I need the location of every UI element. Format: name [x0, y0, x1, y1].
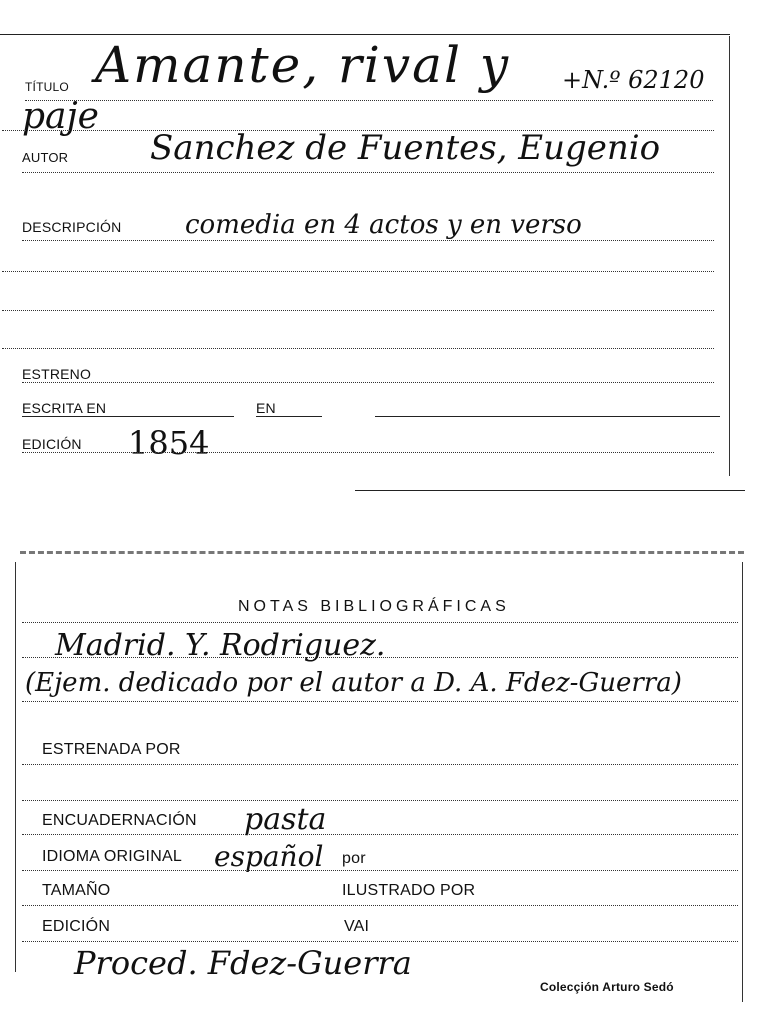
estreno-line [22, 382, 714, 383]
edicion-line [22, 452, 714, 453]
en-line-2 [375, 416, 720, 417]
edicion2-label: EDICIÓN [42, 918, 111, 935]
blank-line-3 [2, 348, 714, 349]
tamano-line [22, 905, 738, 906]
estrenada-por-line [22, 764, 738, 765]
note-line-2: (Ejem. dedicado por el autor a D. A. Fdez-Guerra) [25, 668, 682, 698]
notas-heading-line [22, 622, 738, 623]
number-value: +N.º 62120 [562, 66, 705, 94]
autor-label: AUTOR [22, 150, 69, 165]
ilustrado-por-label: ILUSTRADO POR [342, 882, 476, 899]
card1-bottom-border [355, 490, 745, 491]
descripcion-line [22, 240, 714, 241]
autor-value: Sanchez de Fuentes, Eugenio [150, 128, 661, 168]
encuadernacion-line [22, 834, 738, 835]
edicion-label: EDICIÓN [22, 436, 82, 452]
separator-band [20, 551, 744, 554]
titulo-value-line2: paje [22, 96, 99, 137]
collection-footer: Colecçión Arturo Sedó [540, 980, 674, 994]
blank-line-2 [2, 310, 714, 311]
card1-right-border [729, 36, 730, 476]
titulo-value-line1: Amante, rival y [95, 36, 511, 94]
val-label: VAI [344, 918, 370, 935]
estrenada-por-label: ESTRENADA POR [42, 741, 181, 758]
titulo-label: TÍTULO [25, 80, 69, 94]
escrita-en-label: ESCRITA EN [22, 400, 107, 416]
idioma-original-line [22, 870, 738, 871]
note-line-1-rule [22, 657, 738, 658]
note-line-2-rule [22, 701, 738, 702]
autor-line [22, 172, 714, 173]
encuadernacion-label: ENCUADERNACIÓN [42, 812, 197, 829]
card2-right-border [742, 562, 743, 1002]
descripcion-label: DESCRIPCIÓN [22, 219, 122, 235]
procedencia-value: Proced. Fdez-Guerra [74, 944, 412, 982]
encuadernacion-value: pasta [244, 802, 327, 837]
card1-top-border [0, 34, 730, 35]
note-line-1: Madrid. Y. Rodriguez. [55, 628, 386, 663]
escrita-en-line [22, 416, 234, 417]
notas-heading: NOTAS BIBLIOGRÁFICAS [238, 598, 510, 615]
edicion2-line [22, 941, 738, 942]
blank-line-4 [22, 800, 738, 801]
edicion-value: 1854 [128, 424, 210, 462]
idioma-original-value: español [214, 840, 324, 873]
por-label: por [342, 850, 366, 867]
tamano-label: TAMAÑO [42, 882, 111, 899]
en-line [256, 416, 322, 417]
titulo-line [25, 100, 713, 101]
estreno-label: ESTRENO [22, 366, 92, 382]
idioma-original-label: IDIOMA ORIGINAL [42, 848, 182, 865]
en-label: EN [256, 400, 276, 416]
blank-line-1 [2, 271, 714, 272]
descripcion-value: comedia en 4 actos y en verso [185, 210, 582, 240]
card2-left-border [15, 562, 16, 972]
